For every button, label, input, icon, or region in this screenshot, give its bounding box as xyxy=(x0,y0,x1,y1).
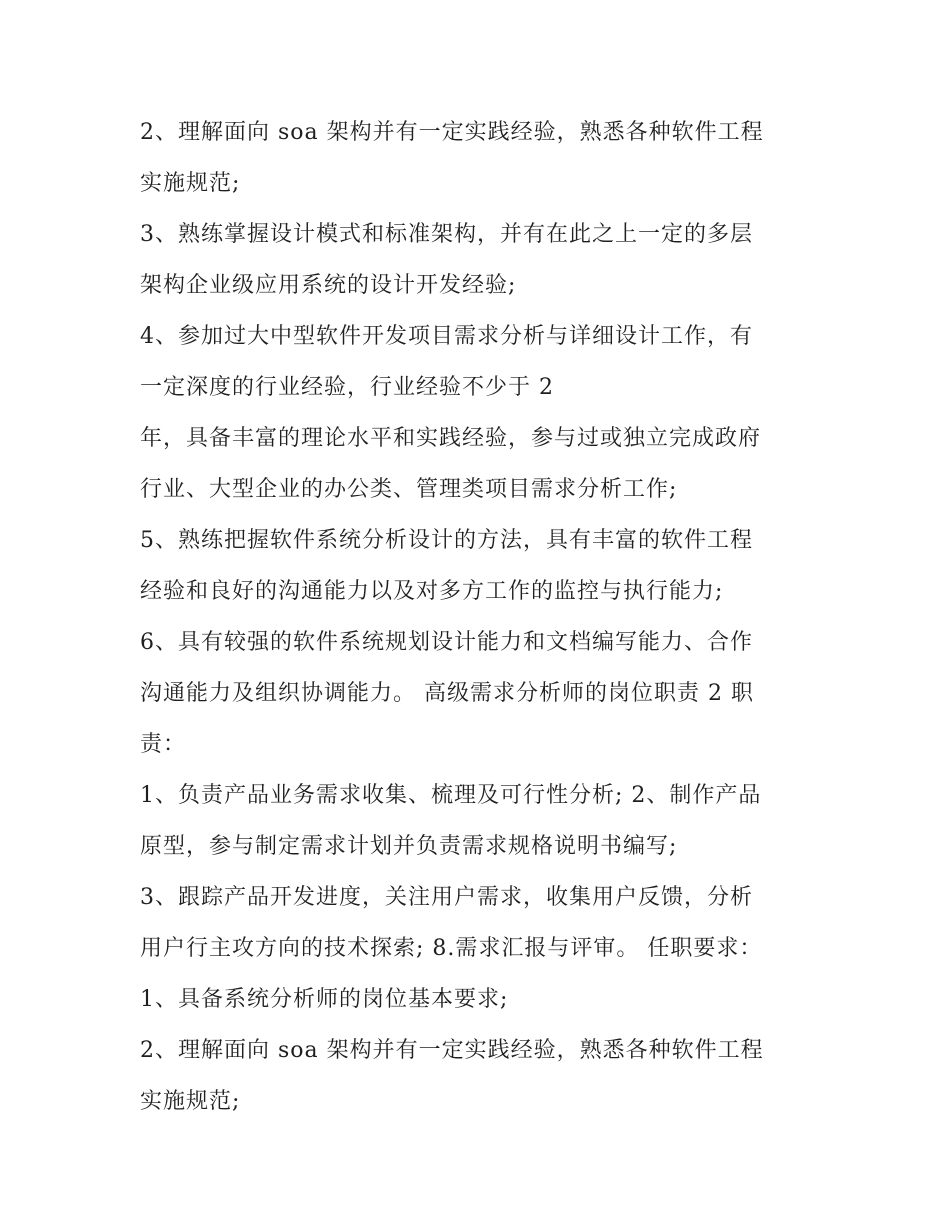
text-line: 行业、大型企业的办公类、管理类项目需求分析工作; xyxy=(140,477,678,502)
text-line: 3、跟踪产品开发进度，关注用户需求，收集用户反馈，分析 xyxy=(140,885,753,910)
text-line: 6、具有较强的软件系统规划设计能力和文档编写能力、合作 xyxy=(140,630,753,655)
text-line: 3、熟练掌握设计模式和标准架构，并有在此之上一定的多层 xyxy=(140,222,753,247)
text-line: 年，具备丰富的理论水平和实践经验，参与过或独立完成政府 xyxy=(140,426,762,451)
text-line: 实施规范; xyxy=(140,1089,241,1114)
text-line: 用户行主攻方向的技术探索; 8.需求汇报与评审。 任职要求： xyxy=(140,936,763,961)
text-line: 原型，参与制定需求计划并负责需求规格说明书编写; xyxy=(140,834,678,859)
text-line: 5、熟练把握软件系统分析设计的方法，具有丰富的软件工程 xyxy=(140,528,753,553)
text-line: 架构企业级应用系统的设计开发经验; xyxy=(140,273,517,298)
text-line: 2、理解面向 soa 架构并有一定实践经验，熟悉各种软件工程 xyxy=(140,120,764,145)
text-line: 责： xyxy=(140,732,187,757)
text-line: 1、具备系统分析师的岗位基本要求; xyxy=(140,987,509,1012)
text-line: 沟通能力及组织协调能力。 高级需求分析师的岗位职责 2 职 xyxy=(140,681,754,706)
text-line: 1、负责产品业务需求收集、梳理及可行性分析; 2、制作产品 xyxy=(140,783,762,808)
document-body xyxy=(140,107,820,1127)
text-line: 经验和良好的沟通能力以及对多方工作的监控与执行能力; xyxy=(140,579,724,604)
text-line: 一定深度的行业经验，行业经验不少于 2 xyxy=(140,375,554,400)
text-line: 实施规范; xyxy=(140,171,241,196)
text-line: 2、理解面向 soa 架构并有一定实践经验，熟悉各种软件工程 xyxy=(140,1038,764,1063)
text-line: 4、参加过大中型软件开发项目需求分析与详细设计工作，有 xyxy=(140,324,753,349)
